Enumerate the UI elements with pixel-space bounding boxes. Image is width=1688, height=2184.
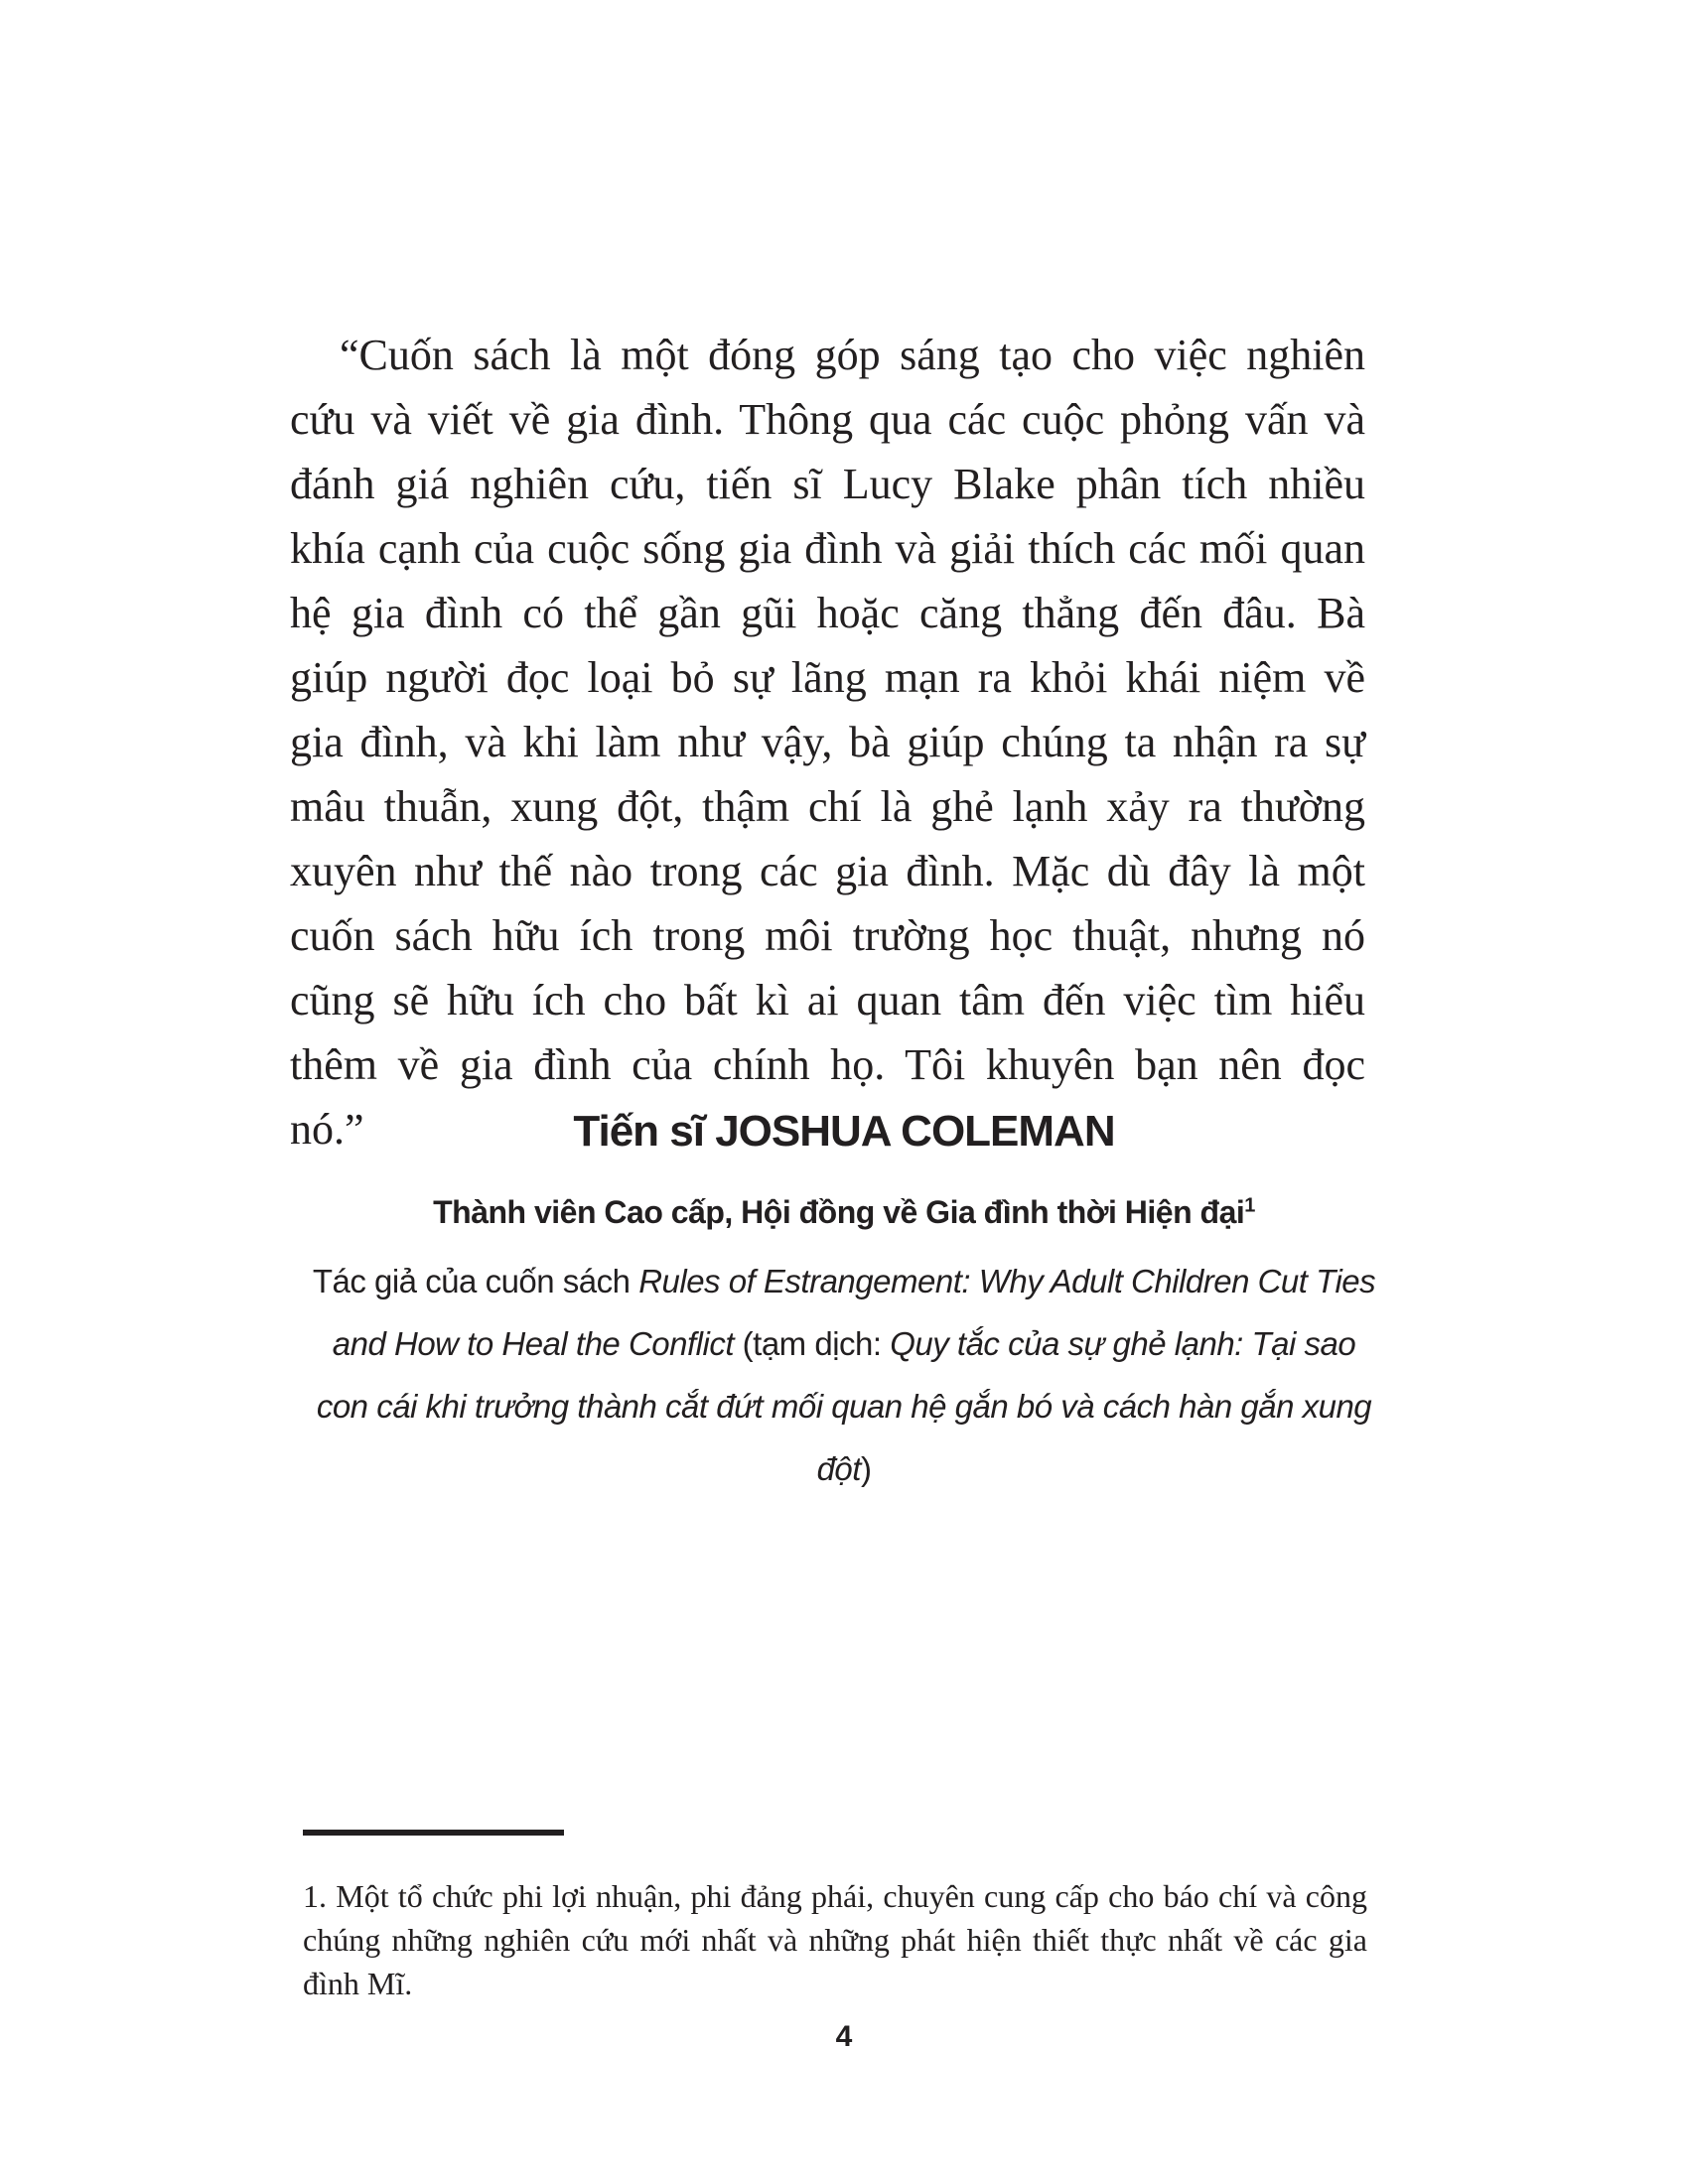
reviewer-title-text: Thành viên Cao cấp, Hội đồng về Gia đình thời Hiện đại (433, 1194, 1245, 1230)
footnote-reference: 1 (1244, 1194, 1255, 1217)
quote-paragraph: “Cuốn sách là một đóng góp sáng tạo cho việc nghiên cứu và viết về gia đình. Thông qua các cuộc phỏng vấn và đánh giá nghiên cứu, tiến sĩ Lucy Blake phân tích nhiều khía cạnh của cuộc sống gia đình và giải thích các mối quan hệ gia đình có thể gần gũi hoặc căng thẳng đến đâu. Bà giúp người đọc loại bỏ sự lãng mạn ra khỏi khái niệm về gia đình, và khi làm như vậy, bà giúp chúng ta nhận ra sự mâu thuẫn, xung đột, thậm chí là ghẻ lạnh xảy ra thường xuyên như thế nào trong các gia đình. Mặc dù đây là một cuốn sách hữu ích trong môi trường học thuật, nhưng nó cũng sẽ hữu ích cho bất kì ai quan tâm đến việc tìm hiểu thêm về gia đình của chính họ. Tôi khuyên bạn nên đọc nó.” (290, 331, 1365, 1154)
footnote-text: 1. Một tổ chức phi lợi nhuận, phi đảng phái, chuyên cung cấp cho báo chí và công chúng những nghiên cứu mới nhất và những phát hiện thiết thực nhất về các gia đình Mĩ. (303, 1878, 1367, 2001)
credit-prefix: Tác giả của cuốn sách (312, 1263, 639, 1299)
credit-interjection: (tạm dịch: (734, 1325, 891, 1362)
page-number: 4 (835, 2020, 853, 2053)
book-title-vietnamese: Quy tắc của sự ghẻ lạnh: Tại sao con cái khi trưởng thành cắt đứt mối quan hệ gắn bó và cách hàn gắn xung đột (316, 1325, 1372, 1487)
book-title-english: Rules of Estrangement: Why Adult Children Cut Ties and How to Heal the Conflict (332, 1263, 1376, 1362)
footnote-rule (303, 1830, 564, 1836)
book-credit (308, 1250, 1380, 1500)
credit-closing-paren: ) (860, 1450, 872, 1487)
reviewer-title (0, 1190, 1688, 1234)
reviewer-name: Tiến sĩ JOSHUA COLEMAN (573, 1107, 1115, 1156)
